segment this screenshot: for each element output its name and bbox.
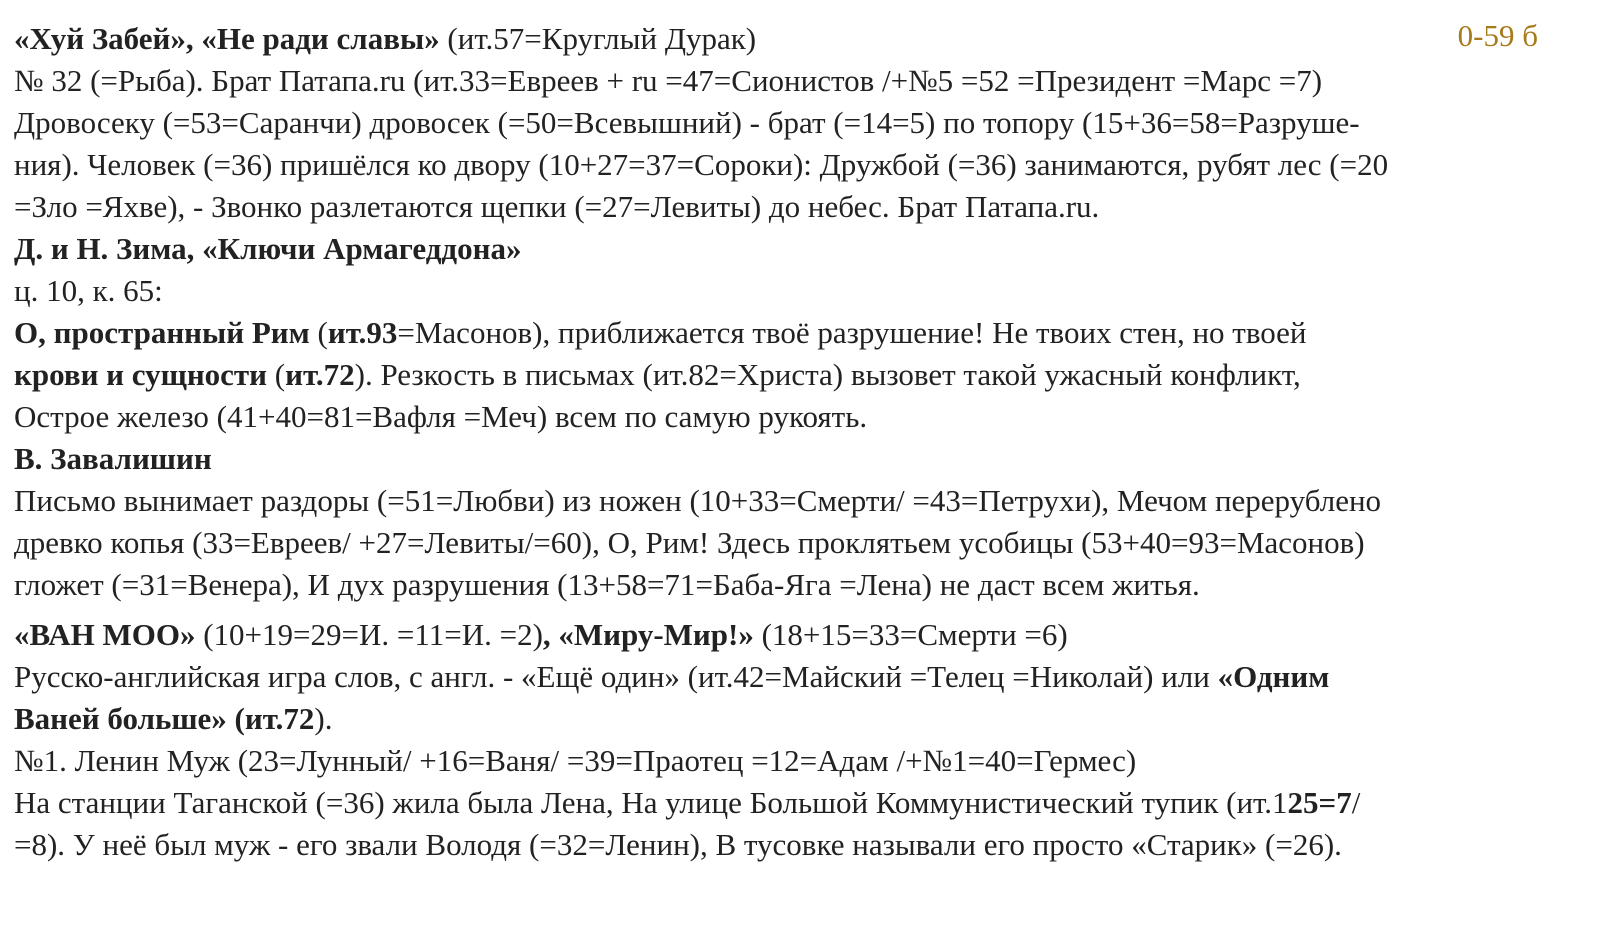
bold-text: крови и сущности	[14, 357, 268, 392]
text-line: №1. Ленин Муж (23=Лунный/ +16=Ваня/ =39=Праотец =12=Адам /+№1=40=Гермес)	[14, 743, 1137, 778]
section3-title: В. Завалишин	[14, 441, 212, 476]
text-line: Острое железо (41+40=81=Вафля =Меч) всем по самую рукоять.	[14, 399, 868, 434]
text-line: древко копья (33=Евреев/ +27=Левиты/=60), О, Рим! Здесь проклятьем усобицы (53+40=93=Масонов)	[14, 525, 1365, 560]
text-span: Русско-английская игра слов, с англ. - «Ещё один» (ит.42=Майский =Телец =Николай) или	[14, 659, 1218, 694]
text-line: № 32 (=Рыба). Брат Патапа.ru (ит.33=Евреев + ru =47=Сионистов /+№5 =52 =Президент =Марс =7)	[14, 63, 1323, 98]
text-line: гложет (=31=Венера), И дух разрушения (13+58=71=Баба-Яга =Лена) не даст всем житья.	[14, 567, 1200, 602]
text-line: =Зло =Яхве), - Звонко разлетаются щепки (=27=Левиты) до небес. Брат Патапа.ru.	[14, 189, 1100, 224]
text-line	[14, 656, 1594, 698]
text-span: (10+19=29=И. =11=И. =2)	[195, 617, 543, 652]
section4-heading	[14, 614, 1594, 656]
page-number: 0-59 б	[1457, 18, 1538, 53]
section3-heading	[14, 438, 1594, 480]
text-line	[14, 782, 1594, 824]
text-line: ния). Человек (=36) пришёлся ко двору (10+27=37=Сороки): Дружбой (=36) занимаются, рубят лес (=20	[14, 147, 1389, 182]
text-span: (18+15=33=Смерти =6)	[753, 617, 1068, 652]
bold-text: , «Миру-Мир!»	[542, 617, 754, 652]
section1-note: (ит.57=Круглый Дурак)	[439, 21, 757, 56]
section2-ref: ц. 10, к. 65:	[14, 273, 163, 308]
bold-text: «ВАН МОО»	[14, 617, 196, 652]
section2-heading	[14, 228, 1594, 270]
text-line: =8). У неё был муж - его звали Володя (=32=Ленин), В тусовке называли его просто «Старик» (=26).	[14, 827, 1342, 862]
text-line: Дровосеку (=53=Саранчи) дровосек (=50=Всевышний) - брат (=14=5) по топору (15+36=58=Разруше-	[14, 105, 1360, 140]
bold-text: О, пространный Рим	[14, 315, 310, 350]
text-span: /	[1351, 785, 1361, 820]
bold-text: 25=7	[1287, 785, 1352, 820]
text-span: (	[267, 357, 286, 392]
text-span: На станции Таганской (=36) жила была Лена, На улице Большой Коммунистический тупик (ит.1	[14, 785, 1288, 820]
text-span: (	[309, 315, 328, 350]
text-line	[14, 312, 1594, 354]
text-span: =Масонов), приближается твоё разрушение! Не твоих стен, но твоей	[397, 315, 1307, 350]
text-span: ). Резкость в письмах (ит.82=Христа) вызовет такой ужасный конфликт,	[354, 357, 1301, 392]
text-line: Письмо вынимает раздоры (=51=Любви) из ножен (10+33=Смерти/ =43=Петрухи), Мечом перерублено	[14, 483, 1382, 518]
text-span: ).	[314, 701, 333, 736]
bold-text: ит.72	[285, 357, 355, 392]
document-body	[14, 18, 1594, 866]
section2-title: Д. и Н. Зима, «Ключи Армагеддона»	[14, 231, 522, 266]
bold-text: «Одним	[1217, 659, 1330, 694]
text-line	[14, 698, 1594, 740]
section1-heading	[14, 18, 1594, 60]
text-line	[14, 354, 1594, 396]
bold-text: ит.93	[327, 315, 398, 350]
bold-text: Ваней больше» (ит.72	[14, 701, 315, 736]
section1-title: «Хуй Забей», «Не ради славы»	[14, 21, 440, 56]
